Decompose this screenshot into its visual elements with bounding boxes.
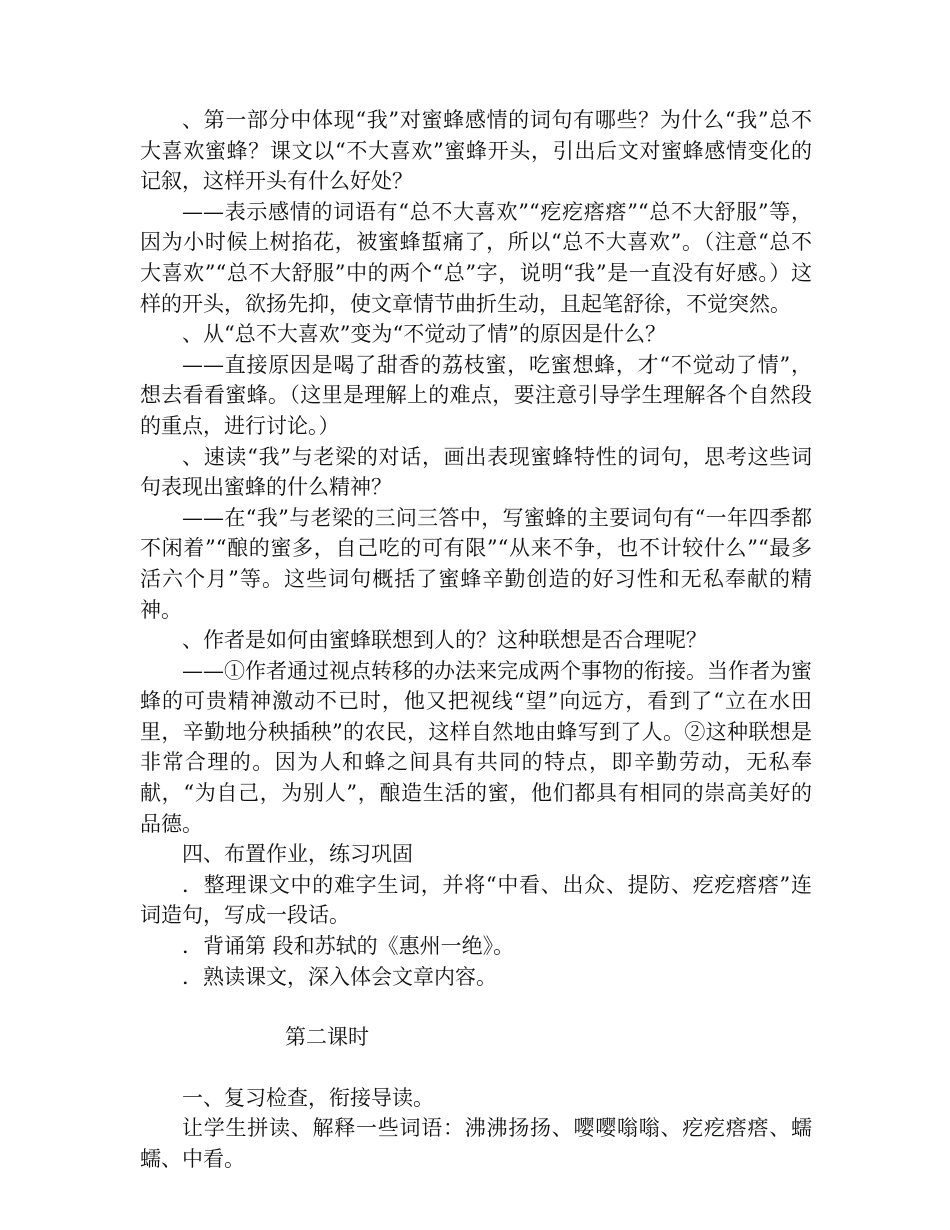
homework-item-3: ．熟读课文，深入体会文章内容。 xyxy=(182,964,497,989)
question-1: 、第一部分中体现“我”对蜜蜂感情的词句有哪些？为什么“我”总不大喜欢蜜蜂？课文以“不大喜欢”蜜蜂开头，引出后文对蜜蜂感情变化的记叙，这样开头有什么好处？ xyxy=(140,108,812,194)
answer-2: ——直接原因是喝了甜香的荔枝蜜，吃蜜想蜂，才“不觉动了情”，想去看看蜜蜂。（这里是理解上的难点，要注意引导学生理解各个自然段的重点，进行讨论。） xyxy=(140,352,812,438)
answer-1: ——表示感情的词语有“总不大喜欢”“疙疙瘩瘩”“总不大舒服”等，因为小时候上树掐花，被蜜蜂蜇痛了，所以“总不大喜欢”。（注意“总不大喜欢”“总不大舒服”中的两个“总”字，说明“我”是一直没有好感。）这样的开头，欲扬先抑，使文章情节曲折生动，且起笔舒徐，不觉突然。 xyxy=(140,199,812,316)
homework-heading: 四、布置作业，练习巩固 xyxy=(182,842,413,867)
question-2: 、从“总不大喜欢”变为“不觉动了情”的原因是什么？ xyxy=(182,322,666,347)
lesson-plan-text xyxy=(140,105,812,1175)
review-heading: 一、复习检查，衔接导读。 xyxy=(182,1085,434,1110)
question-3: 、速读“我”与老梁的对话，画出表现蜜蜂特性的词句，思考这些词句表现出蜜蜂的什么精神？ xyxy=(140,444,812,500)
review-body: 让学生拼读、解释一些词语：沸沸扬扬、嘤嘤嗡嗡、疙疙瘩瘩、蠕蠕、中看。 xyxy=(140,1116,812,1171)
answer-4: ——①作者通过视点转移的办法来完成两个事物的衔接。当作者为蜜蜂的可贵精神激动不已时，他又把视线“望”向远方，看到了“立在水田里，辛勤地分秧插秧”的农民，这样自然地由蜂写到了人。②这种联想是非常合理的。因为人和蜂之间具有共同的特点，即辛勤劳动，无私奉献，“为自己，为别人”，酿造生活的蜜，他们都具有相同的崇高美好的品德。 xyxy=(140,658,812,836)
lesson-2-title: 第二课时 xyxy=(285,1025,369,1050)
answer-3: ——在“我”与老梁的三问三答中，写蜜蜂的主要词句有“一年四季都不闲着”“酿的蜜多，自己吃的可有限”“从来不争，也不计较什么”“最多活六个月”等。这些词句概括了蜜蜂辛勤创造的好习性和无私奉献的精神。 xyxy=(140,505,812,622)
homework-item-1: ．整理课文中的难字生词，并将“中看、出众、提防、疙疙瘩瘩”连词造句，写成一段话。 xyxy=(140,872,812,928)
homework-item-2: ．背诵第 段和苏轼的《惠州一绝》。 xyxy=(182,934,515,959)
question-4: 、作者是如何由蜜蜂联想到人的？这种联想是否合理呢？ xyxy=(182,628,707,653)
